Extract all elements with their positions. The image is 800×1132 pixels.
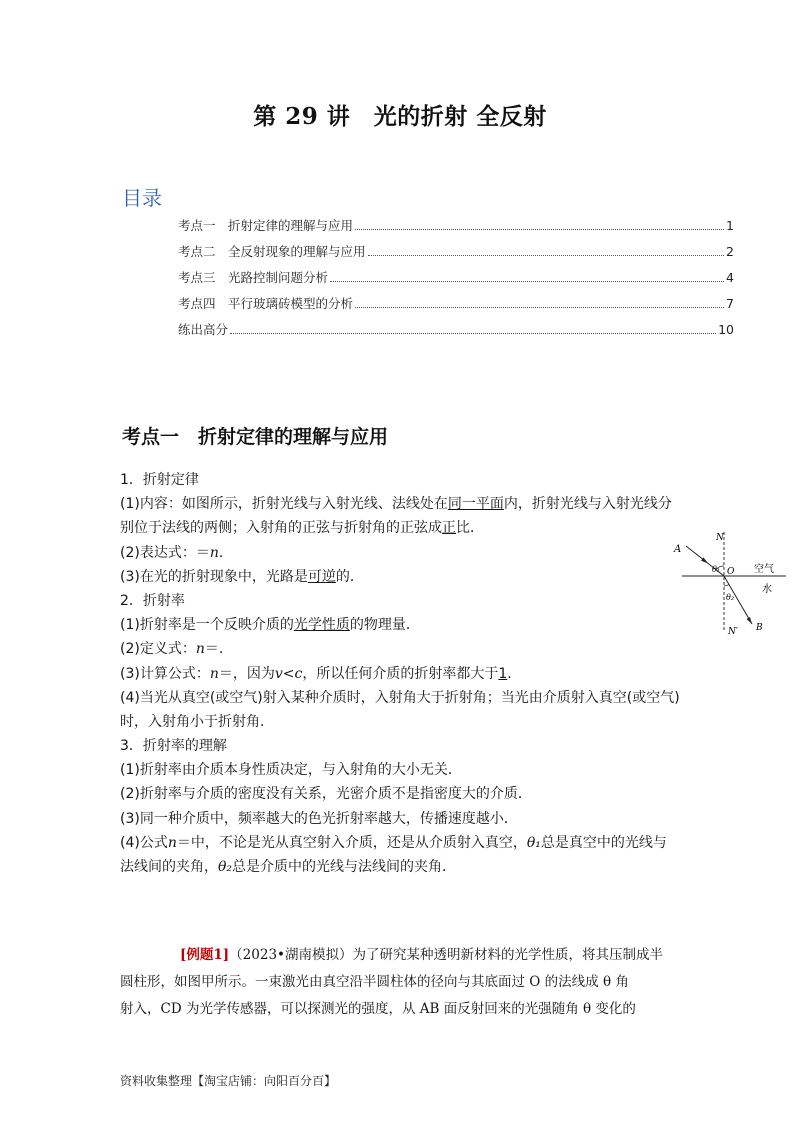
label-n-prime: N′ <box>728 627 738 637</box>
example-problem <box>120 943 682 1024</box>
refracted-arrow <box>747 617 753 624</box>
section-heading: 考点一 折射定律的理解与应用 <box>122 426 389 448</box>
paragraph-line: 时，入射角小于折射角． <box>120 713 274 730</box>
theta2-arc <box>724 585 729 586</box>
label-theta1: θ₁ <box>712 565 721 574</box>
paragraph-line: (3)计算公式：n＝，因为v<c，所以任何介质的折射率都大于1. <box>120 665 512 682</box>
subheading-index-understanding: 3．折射率的理解 <box>120 738 227 755</box>
toc-leader-dots <box>230 332 716 334</box>
toc-item-page: 4 <box>726 270 734 285</box>
paragraph-line: (1)折射率是一个反映介质的光学性质的物理量． <box>120 617 420 634</box>
paragraph-line: (2)折射率与介质的密度没有关系，光密介质不是指密度大的介质． <box>120 786 532 803</box>
toc-item-page: 10 <box>718 322 734 337</box>
toc-item[interactable] <box>178 216 734 242</box>
toc-item[interactable] <box>178 294 734 320</box>
toc-leader-dots <box>355 306 724 308</box>
paragraph-line: (1)内容：如图所示，折射光线与入射光线、法线处在同一平面内，折射光线与入射光线分 <box>120 496 672 513</box>
toc-item[interactable] <box>178 242 734 268</box>
toc-item[interactable] <box>178 268 734 294</box>
toc-item-label: 练出高分 <box>178 322 229 337</box>
refraction-diagram <box>668 528 788 640</box>
paragraph-line: (3)在光的折射现象中，光路是可逆的． <box>120 568 364 585</box>
label-o: O <box>727 567 735 577</box>
subheading-refractive-index: 2．折射率 <box>120 592 185 609</box>
toc-item-page: 7 <box>726 296 734 311</box>
paragraph-line: (2)定义式：n＝. <box>120 641 224 658</box>
table-of-contents <box>178 216 734 346</box>
paragraph-line: 别位于法线的两侧；入射角的正弦与折射角的正弦成正比． <box>120 520 484 537</box>
refraction-diagram-svg <box>668 528 788 640</box>
toc-item-label: 考点二 全反射现象的理解与应用 <box>178 244 366 259</box>
example-line: 射入，CD 为光学传感器，可以探测光的强度，从 AB 面反射回来的光强随角 θ 变化的 <box>120 1001 636 1017</box>
paragraph-line: (3)同一种介质中，频率越大的色光折射率越大，传播速度越小． <box>120 810 518 827</box>
label-n: N <box>716 533 724 543</box>
toc-leader-dots <box>368 254 725 256</box>
label-b: B <box>756 623 763 633</box>
toc-leader-dots <box>330 280 724 282</box>
toc-item-page: 2 <box>726 244 734 259</box>
example-line: [例题1]（2023•湖南模拟）为了研究某种透明新材料的光学性质，将其压制成半 <box>180 947 663 963</box>
paragraph-line: (4)当光从真空(或空气)射入某种介质时，入射角大于折射角；当光由介质射入真空(或空气) <box>120 689 680 706</box>
section-body <box>120 470 682 881</box>
toc-item-page: 1 <box>726 218 734 233</box>
toc-item-label: 考点三 光路控制问题分析 <box>178 270 329 285</box>
toc-heading: 目录 <box>122 186 162 210</box>
label-a: A <box>674 544 682 555</box>
toc-item-label: 考点四 平行玻璃砖模型的分析 <box>178 296 354 311</box>
paragraph-line: (2)表达式：＝n. <box>120 544 224 561</box>
lecture-title: 第 29 讲 光的折射 全反射 <box>253 103 547 130</box>
paragraph-line: 法线间的夹角，θ₂总是介质中的光线与法线间的夹角． <box>120 859 457 875</box>
paragraph-line: (1)折射率由介质本身性质决定，与入射角的大小无关． <box>120 762 462 779</box>
label-water: 水 <box>762 584 772 595</box>
example-line: 圆柱形，如图甲所示。一束激光由真空沿半圆柱体的径向与其底面过 O 的法线成 θ 角 <box>120 974 629 990</box>
label-theta2: θ₂ <box>726 593 735 602</box>
label-air: 空气 <box>754 564 774 575</box>
example-tag: [例题1] <box>180 947 230 963</box>
subheading-refraction-law: 1．折射定律 <box>120 472 199 488</box>
toc-leader-dots <box>355 228 724 230</box>
toc-item[interactable] <box>178 320 734 346</box>
toc-item-label: 考点一 折射定律的理解与应用 <box>178 218 354 233</box>
paragraph-line: (4)公式n＝中，不论是光从真空射入介质，还是从介质射入真空，θ₁总是真空中的光线与 <box>120 834 667 851</box>
page-footer: 资料收集整理【淘宝店铺：向阳百分百】 <box>120 1074 337 1088</box>
